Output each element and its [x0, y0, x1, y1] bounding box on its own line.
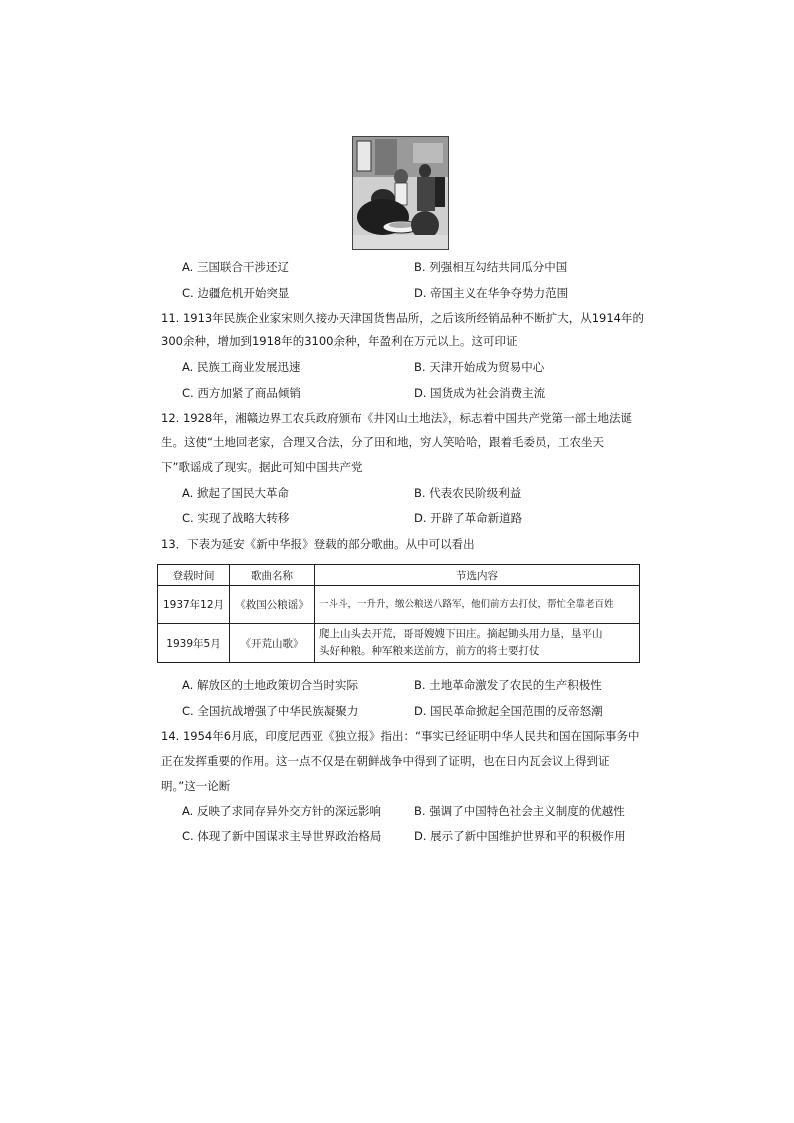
q11-stem-line-1: 11. 1913年民族企业家宋则久接办天津国货售品所，之后该所经销品种不断扩大，从1914年的 [161, 311, 644, 325]
q14-option-d: D. 展示了新中国维护世界和平的积极作用 [414, 829, 626, 843]
q11-option-b: B. 天津开始成为贸易中心 [414, 360, 545, 374]
table-header-song: 歌曲名称 [230, 565, 315, 586]
q10-option-d: D. 帝国主义在华争夺势力范围 [414, 286, 569, 300]
q12-option-d: D. 开辟了革命新道路 [414, 511, 523, 525]
q11-option-d: D. 国货成为社会消费主流 [414, 386, 546, 400]
q10-option-a: A. 三国联合干涉还辽 [182, 260, 289, 274]
q13-stem: 13．下表为延安《新中华报》登载的部分歌曲。从中可以看出 [161, 537, 475, 551]
q11-stem-line-2: 300余种，增加到1918年的3100余种，年盈利在万元以上。这可印证 [161, 334, 518, 348]
table-cell-date: 1937年12月 [158, 586, 230, 624]
table-cell-song: 《开荒山歌》 [230, 624, 315, 663]
q10-option-c: C. 边疆危机开始突显 [182, 286, 290, 300]
q14-stem-line-1: 14. 1954年6月底，印度尼西亚《独立报》指出：“事实已经证明中华人民共和国在国际事务中 [161, 729, 640, 743]
q10-option-b: B. 列强相互勾结共同瓜分中国 [414, 260, 568, 274]
q12-option-c: C. 实现了战略大转移 [182, 511, 290, 525]
excerpt-line-1: 爬上山头去开荒，哥哥嫂嫂下田庄。摘起锄头用力垦，垦平山 [319, 628, 603, 640]
q14-stem-line-3: 明。”这一论断 [161, 779, 231, 793]
q13-option-b: B. 土地革命激发了农民的生产积极性 [414, 678, 602, 692]
table-cell-excerpt [315, 624, 640, 663]
q14-option-b: B. 强调了中国特色社会主义制度的优越性 [414, 804, 625, 818]
table-cell-song: 《救国公粮谣》 [230, 586, 315, 624]
excerpt-line-2: 头好种粮。种军粮来送前方，前方的将士要打仗 [319, 645, 540, 657]
q11-option-a: A. 民族工商业发展迅速 [182, 360, 301, 374]
table-header-row [158, 565, 640, 586]
q14-stem-line-2: 正在发挥重要的作用。这一点不仅是在朝鲜战争中得到了证明，也在日内瓦会议上得到证 [161, 754, 610, 768]
cartoon-drawing [353, 137, 448, 249]
table-cell-excerpt: 一斗斗，一升升，缴公粮送八路军，他们前方去打仗，帮忙全靠老百姓 [315, 586, 640, 624]
table-cell-date: 1939年5月 [158, 624, 230, 663]
cartoon-illustration [352, 136, 449, 250]
q13-option-a: A. 解放区的土地政策切合当时实际 [182, 678, 358, 692]
table-row [158, 624, 640, 663]
songs-table [157, 564, 640, 663]
table-row [158, 586, 640, 624]
q12-option-a: A. 掀起了国民大革命 [182, 486, 289, 500]
q11-option-c: C. 西方加紧了商品倾销 [182, 386, 301, 400]
q14-option-c: C. 体现了新中国谋求主导世界政治格局 [182, 829, 382, 843]
q13-option-c: C. 全国抗战增强了中华民族凝聚力 [182, 704, 359, 718]
q13-option-d: D. 国民革命掀起全国范围的反帝怒潮 [414, 704, 603, 718]
q14-option-a: A. 反映了求同存异外交方针的深远影响 [182, 804, 381, 818]
table-header-date: 登载时间 [158, 565, 230, 586]
q12-option-b: B. 代表农民阶级利益 [414, 486, 522, 500]
table-header-excerpt: 节选内容 [315, 565, 640, 586]
q12-stem-line-2: 生。这使“土地回老家，合理又合法，分了田和地，穷人笑哈哈，跟着毛委员，工农坐天 [161, 435, 604, 449]
q12-stem-line-1: 12. 1928年，湘赣边界工农兵政府颁布《井冈山土地法》，标志着中国共产党第一部土地法诞 [161, 411, 632, 425]
q12-stem-line-3: 下”歌谣成了现实。据此可知中国共产党 [161, 460, 363, 474]
